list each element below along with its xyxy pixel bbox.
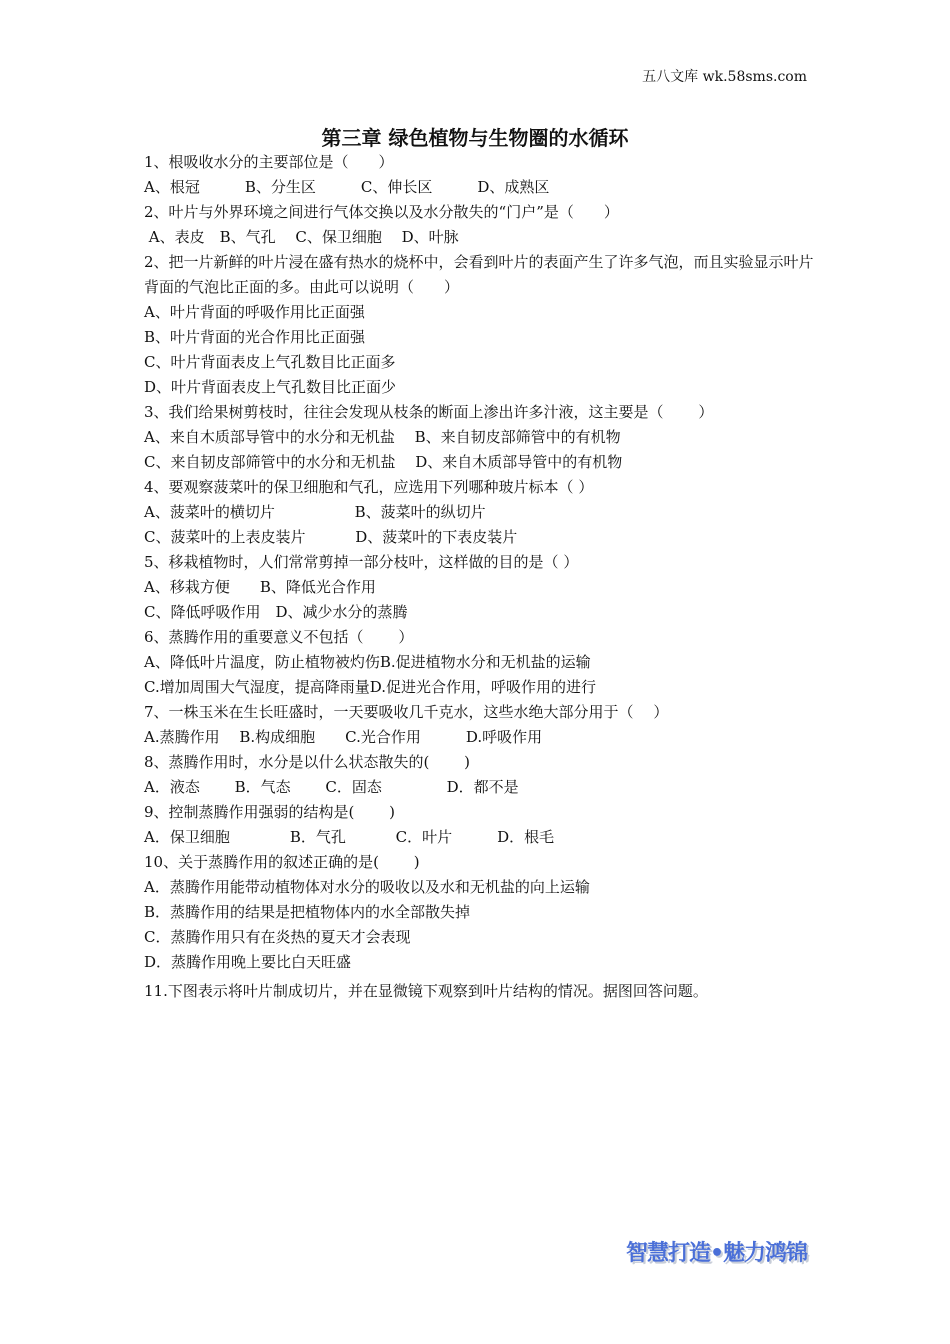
question-line: 7、一株玉米在生长旺盛时，一天要吸收几千克水，这些水绝大部分用于（ ） bbox=[144, 703, 669, 721]
header-site: 五八文库 wk.58sms.com bbox=[642, 69, 807, 85]
question-line: 11.下图表示将叶片制成切片，并在显微镜下观察到叶片结构的情况。据图回答问题。 bbox=[144, 982, 708, 1000]
option-line: A、表皮 B、气孔 C、保卫细胞 D、叶脉 bbox=[144, 228, 459, 246]
option-line: A．液态 B．气态 C．固态 D．都不是 bbox=[144, 778, 519, 796]
option-line: A、降低叶片温度，防止植物被灼伤B.促进植物水分和无机盐的运输 bbox=[144, 653, 591, 671]
option-line: A、菠菜叶的横切片 B、菠菜叶的纵切片 bbox=[144, 503, 486, 521]
document-title: 第三章 绿色植物与生物圈的水循环 bbox=[321, 126, 629, 150]
question-line: 9、控制蒸腾作用强弱的结构是( ) bbox=[144, 803, 396, 821]
question-line: 1、根吸收水分的主要部位是（ ） bbox=[144, 153, 394, 171]
option-line: A、移栽方便 B、降低光合作用 bbox=[144, 578, 376, 596]
question-line: 6、蒸腾作用的重要意义不包括（ ） bbox=[144, 628, 414, 646]
question-line: 10、关于蒸腾作用的叙述正确的是( ) bbox=[144, 853, 420, 871]
option-line: A．保卫细胞 B．气孔 C．叶片 D．根毛 bbox=[144, 828, 555, 846]
option-line: D、叶片背面表皮上气孔数目比正面少 bbox=[144, 378, 397, 396]
question-line: 4、要观察菠菜叶的保卫细胞和气孔，应选用下列哪种玻片标本（ ） bbox=[144, 478, 594, 496]
question-line: 3、我们给果树剪枝时，往往会发现从枝条的断面上渗出许多汁液，这主要是（ ） bbox=[144, 403, 714, 421]
option-line: C.增加周围大气湿度，提高降雨量D.促进光合作用，呼吸作用的进行 bbox=[144, 678, 596, 696]
option-line: C、降低呼吸作用 D、减少水分的蒸腾 bbox=[144, 603, 408, 621]
option-line: B、叶片背面的光合作用比正面强 bbox=[144, 328, 366, 346]
question-line: 8、蒸腾作用时，水分是以什么状态散失的( ) bbox=[144, 753, 471, 771]
option-line: A.蒸腾作用 B.构成细胞 C.光合作用 D.呼吸作用 bbox=[144, 728, 543, 746]
option-line: A、来自木质部导管中的水分和无机盐 B、来自韧皮部筛管中的有机物 bbox=[144, 428, 621, 446]
question-line: 2、叶片与外界环境之间进行气体交换以及水分散失的“门户”是（ ） bbox=[144, 203, 619, 221]
option-line: D．蒸腾作用晚上要比白天旺盛 bbox=[144, 953, 352, 971]
option-line: A、根冠 B、分生区 C、伸长区 D、成熟区 bbox=[144, 178, 550, 196]
question-line: 5、移栽植物时，人们常常剪掉一部分枝叶，这样做的目的是（ ） bbox=[144, 553, 579, 571]
footer-slogan: 智慧打造•魅力鸿锦 bbox=[625, 1241, 807, 1266]
option-line: A、叶片背面的呼吸作用比正面强 bbox=[144, 303, 365, 321]
option-line: C．蒸腾作用只有在炎热的夏天才会表现 bbox=[144, 928, 411, 946]
option-line: A．蒸腾作用能带动植物体对水分的吸收以及水和无机盐的向上运输 bbox=[144, 878, 590, 896]
question-line: 2、把一片新鲜的叶片浸在盛有热水的烧杯中，会看到叶片的表面产生了许多气泡，而且实验显示叶片背面的气泡比正面的多。由此可以说明（ ） bbox=[144, 253, 814, 296]
option-line: B．蒸腾作用的结果是把植物体内的水全部散失掉 bbox=[144, 903, 471, 921]
question-list bbox=[144, 150, 816, 1004]
option-line: C、叶片背面表皮上气孔数目比正面多 bbox=[144, 353, 396, 371]
option-line: C、来自韧皮部筛管中的水分和无机盐 D、来自木质部导管中的有机物 bbox=[144, 453, 623, 471]
option-line: C、菠菜叶的上表皮装片 D、菠菜叶的下表皮装片 bbox=[144, 528, 518, 546]
